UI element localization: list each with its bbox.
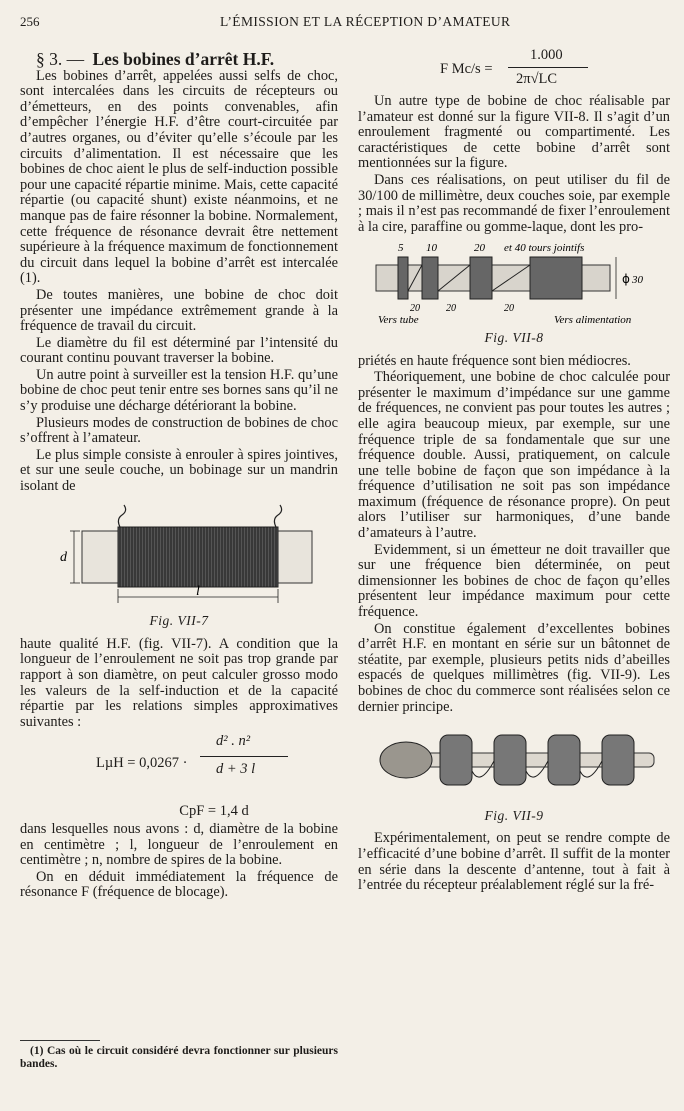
honeycomb-coils-drawing <box>358 721 670 803</box>
gap-3: 20 <box>504 303 514 315</box>
label-vers-alimentation: Vers alimentation <box>554 314 632 326</box>
formula-denominator: d + 3 l <box>216 761 256 778</box>
paragraph: priétés en haute fréquence sont bien médiocres. <box>358 352 631 369</box>
section-number: § 3. — <box>36 49 85 69</box>
turns-20: 20 <box>474 242 485 255</box>
formula-numerator: 1.000 <box>530 47 563 63</box>
fraction-bar <box>200 756 288 757</box>
paragraph: De toutes manières, une bobine de choc doit présenter une impédance extrêmement grande à la fréquence de travail du circuit. <box>20 286 338 335</box>
paragraph: haute qualité H.F. (fig. VII-7). A condition que la longueur de l’enroulement ne soit pas trop grande par rapport à son diamètre, on peut calculer grosso modo les valeurs de la self-induction et de la capacité répartie par les relations simples approximatives suivantes : <box>20 635 338 730</box>
paragraph: Les bobines d’arrêt, appelées aussi selfs de choc, sont intercalées dans les circuits de récepteurs ou d’émetteurs, en des points convenables, afin d’empêcher l’énergie H.F. d’être court-circuitée par d’autres organes, ou d’éviter qu’elle s’écoule par les circuits d’alimentation. Il est nécessaire que les bobines de choc aient le plus de self-induction possible pour une capacité répartie minime. Mais, cette capacité répartie (ou capacité shunt) existe néanmoins, et ne manque pas de faire résonner la bobine. Normalement, cette fréquence de résonance devrait être nettement supérieure à la fréquence maximum de fonctionnement du circuit dans lequel la bobine d’arrêt est intercalée (1). <box>20 67 338 287</box>
right-column <box>358 48 670 895</box>
figure-caption: Fig. VII-8 <box>484 329 544 345</box>
diameter-value: 30 <box>632 274 643 287</box>
paragraph: Dans ces réalisations, on peut utiliser du fil de 30/100 de millimètre, deux couches soie, par exemple ; mais il n’est pas recommandé de fixer l’enroulement à la cire, paraffine ou gomme-laque, dont les pro- <box>358 171 670 235</box>
paragraph: Le plus simple consiste à enrouler à spires jointives, et sur une seule couche, un bobinage sur un mandrin isolant de <box>20 446 338 495</box>
paragraph: On en déduit immédiatement la fréquence de résonance F (fréquence de blocage). <box>20 868 338 901</box>
figure-vii-7 <box>20 501 338 629</box>
figure-vii-9 <box>358 721 670 823</box>
paragraph: On constitue également d’excellentes bobines d’arrêt H.F. en montant en série sur un bâtonnet de stéatite, par exemple, plusieurs petits nids d’abeilles espacés de quelques millimètres (fig. VII-9). Les bobines de choc du commerce sont réalisées selon ce dernier principe. <box>358 620 670 715</box>
footnote <box>20 1040 338 1071</box>
formula-numerator: d² . n² <box>216 733 251 750</box>
formula-lhs: F Mc/s = <box>440 61 493 77</box>
gap-2: 20 <box>446 303 456 315</box>
paragraph: Evidemment, si un émetteur ne doit travailler que sur une fréquence bien déterminée, on peut dimensionner les bobines de choc de façon qu’elles présentent leur impédance maximum pour cette fréquence. <box>358 541 670 621</box>
label-l: l <box>196 583 200 599</box>
inductance-formula <box>20 734 338 800</box>
page-number: 256 <box>20 14 40 29</box>
left-column <box>20 49 338 902</box>
paragraph: Un autre point à surveiller est la tension H.F. qu’une bobine de choc peut tenir entre ses bornes sans qu’il ne s’y produise une décharge détériorant la bobine. <box>20 366 338 415</box>
turns-5: 5 <box>398 242 404 255</box>
paragraph: Un autre type de bobine de choc réalisable par l’amateur est donné sur la figure VII-8. Il s’agit d’un enroulement fragmenté ou compartimenté. Les caractéristiques de cette bobine d’arrêt sont mentionnées sur la figure. <box>358 93 670 172</box>
paragraph: Expérimentalement, on peut se rendre compte de l’efficacité d’une bobine d’arrêt. Il suffit de la monter en série dans la descente d’antenne, tout à fait à l’entrée du récepteur préalablement réglé sur la fré- <box>358 830 670 894</box>
figure-vii-8 <box>358 241 670 345</box>
paragraph: Théoriquement, une bobine de choc calculée pour présenter le maximum d’impédance sur une gamme de fréquences, ne convient pas pour toutes les autres ; elle agira beaucoup mieux, par exemple, sur une fréquence triple de sa fondamentale que sur une fréquence double. Aussi, pratiquement, on calcule une telle bobine de façon que son impédance à la fréquence d’utilisation ne soit pas son impédance maximum (fréquence de résonance propre). On peut alors l’utiliser sur harmoniques, d’une bande d’amateurs à l’autre. <box>358 369 670 542</box>
resonance-formula <box>358 48 670 94</box>
figure-caption: Fig. VII-9 <box>484 807 544 823</box>
turns-40: et 40 tours jointifs <box>504 242 585 255</box>
gap-1: 20 <box>410 303 420 315</box>
paragraph: Plusieurs modes de construction de bobines de choc s’offrent à l’amateur. <box>20 414 338 447</box>
label-vers-tube: Vers tube <box>378 314 419 326</box>
section-title: Les bobines d’arrêt H.F. <box>92 49 275 69</box>
formula-denominator: 2π√LC <box>516 71 558 87</box>
label-d: d <box>60 549 67 565</box>
paragraph: Le diamètre du fil est déterminé par l’intensité du courant continu pouvant traverser la bobine. <box>20 334 338 367</box>
footnote-text: (1) Cas où le circuit considéré devra fonctionner sur plusieurs bandes. <box>20 1045 338 1070</box>
figure-caption: Fig. VII-7 <box>149 613 209 629</box>
fraction-bar <box>508 67 588 68</box>
running-title: L’ÉMISSION ET LA RÉCEPTION D’AMATEUR <box>220 14 511 29</box>
capacitance-formula: CpF = 1,4 d <box>179 803 249 820</box>
formula-lhs: LµH = 0,0267 · <box>96 755 188 772</box>
running-header <box>20 14 666 32</box>
paragraph: dans lesquelles nous avons : d, diamètre de la bobine en centimètre ; l, longueur de l’enroulement en centimètre ; n, nombre de spires de la bobine. <box>20 820 338 869</box>
sectioned-coil-drawing <box>358 241 670 325</box>
single-layer-coil-drawing <box>20 501 338 609</box>
diameter-symbol: ϕ <box>622 272 630 287</box>
turns-10: 10 <box>426 242 437 255</box>
section-heading <box>20 49 338 69</box>
footnote-rule <box>20 1040 100 1041</box>
